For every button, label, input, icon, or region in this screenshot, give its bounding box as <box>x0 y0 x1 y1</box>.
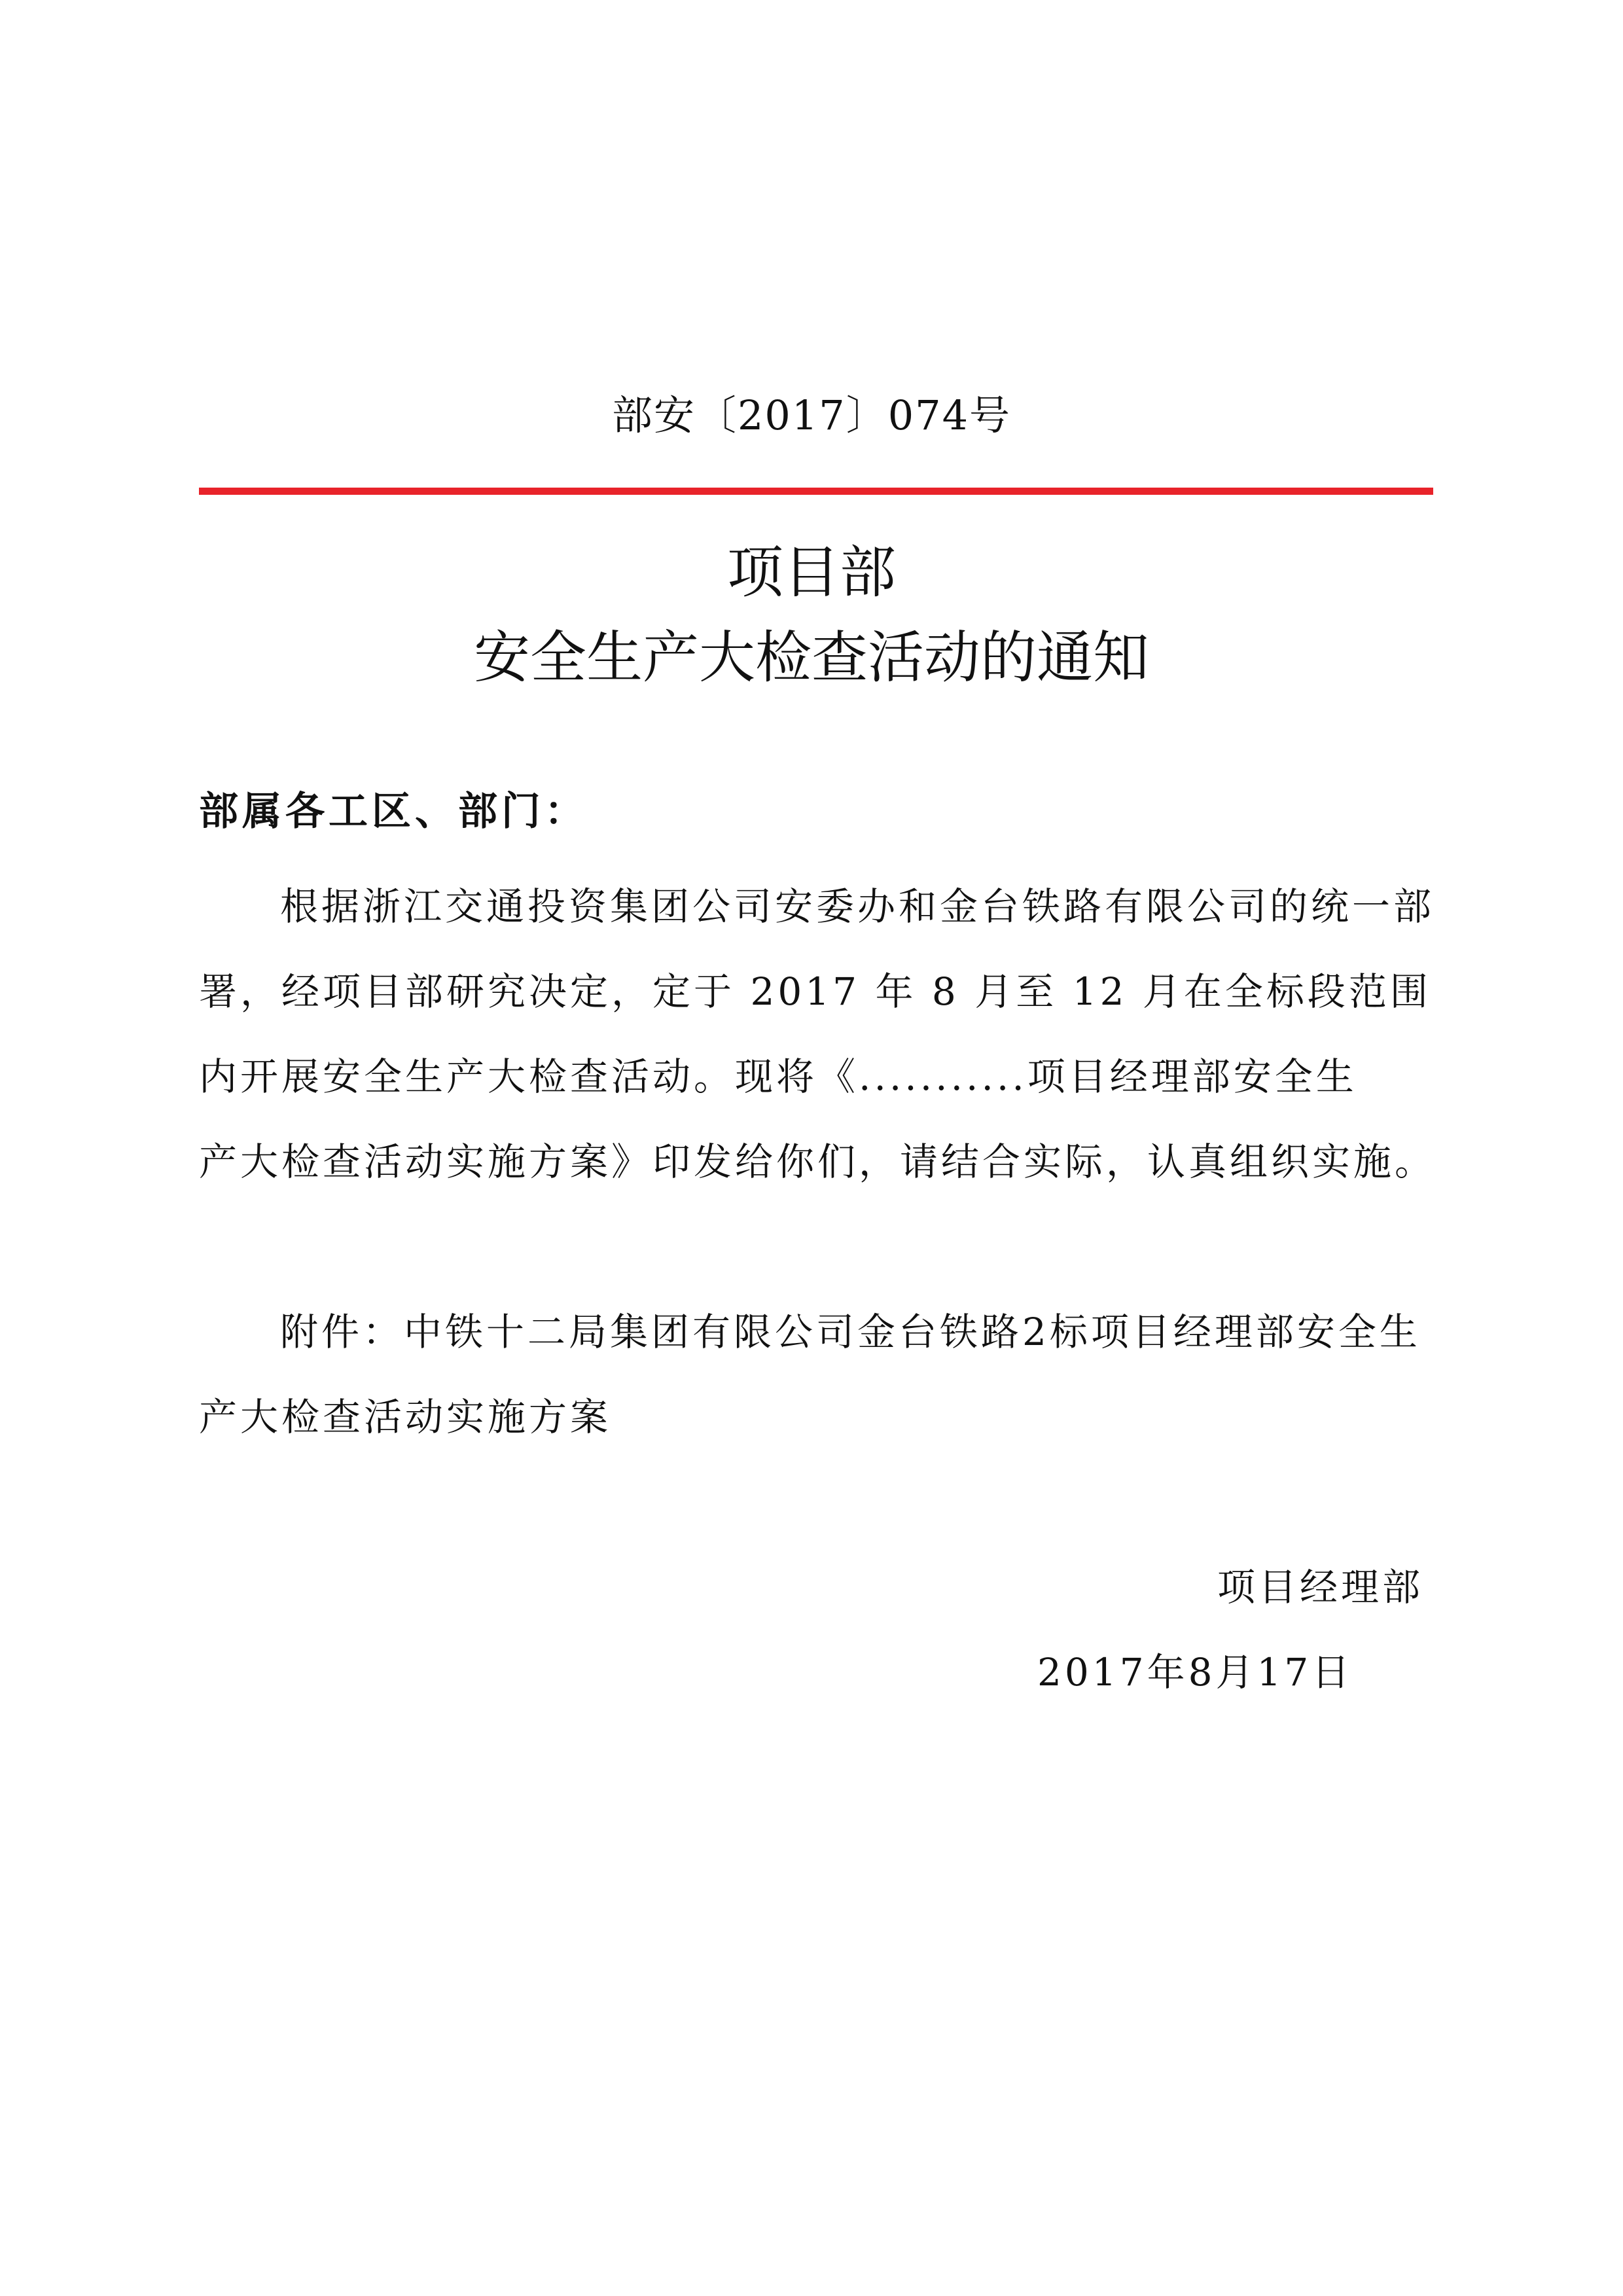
title-line-1: 项目部 <box>727 540 896 605</box>
attachment-line: 附件：中铁十二局集团有限公司金台铁路2标项目经理部安全生 <box>280 1310 1421 1354</box>
body-line: 署，经项目部研究决定，定于 2017 年 8 月至 12 月在全标段范围 <box>199 969 1431 1014</box>
body-line: 产大检查活动实施方案》印发给你们，请结合实际，认真组织实施。 <box>199 1139 1436 1184</box>
attachment-line: 产大检查活动实施方案 <box>199 1395 612 1439</box>
salutation: 部属各工区、部门： <box>199 789 588 834</box>
signature-organization: 项目经理部 <box>1217 1565 1424 1609</box>
red-header-rule <box>199 488 1433 495</box>
document-number: 部安〔2017〕074号 <box>611 391 1012 439</box>
title-line-2: 安全生产大检查活动的通知 <box>474 625 1149 691</box>
body-line: 内开展安全生产大检查活动。现将《...........项目经理部安全生 <box>199 1054 1357 1099</box>
signature-date: 2017年8月17日 <box>1037 1650 1353 1695</box>
body-line: 根据浙江交通投资集团公司安委办和金台铁路有限公司的统一部 <box>280 884 1435 929</box>
